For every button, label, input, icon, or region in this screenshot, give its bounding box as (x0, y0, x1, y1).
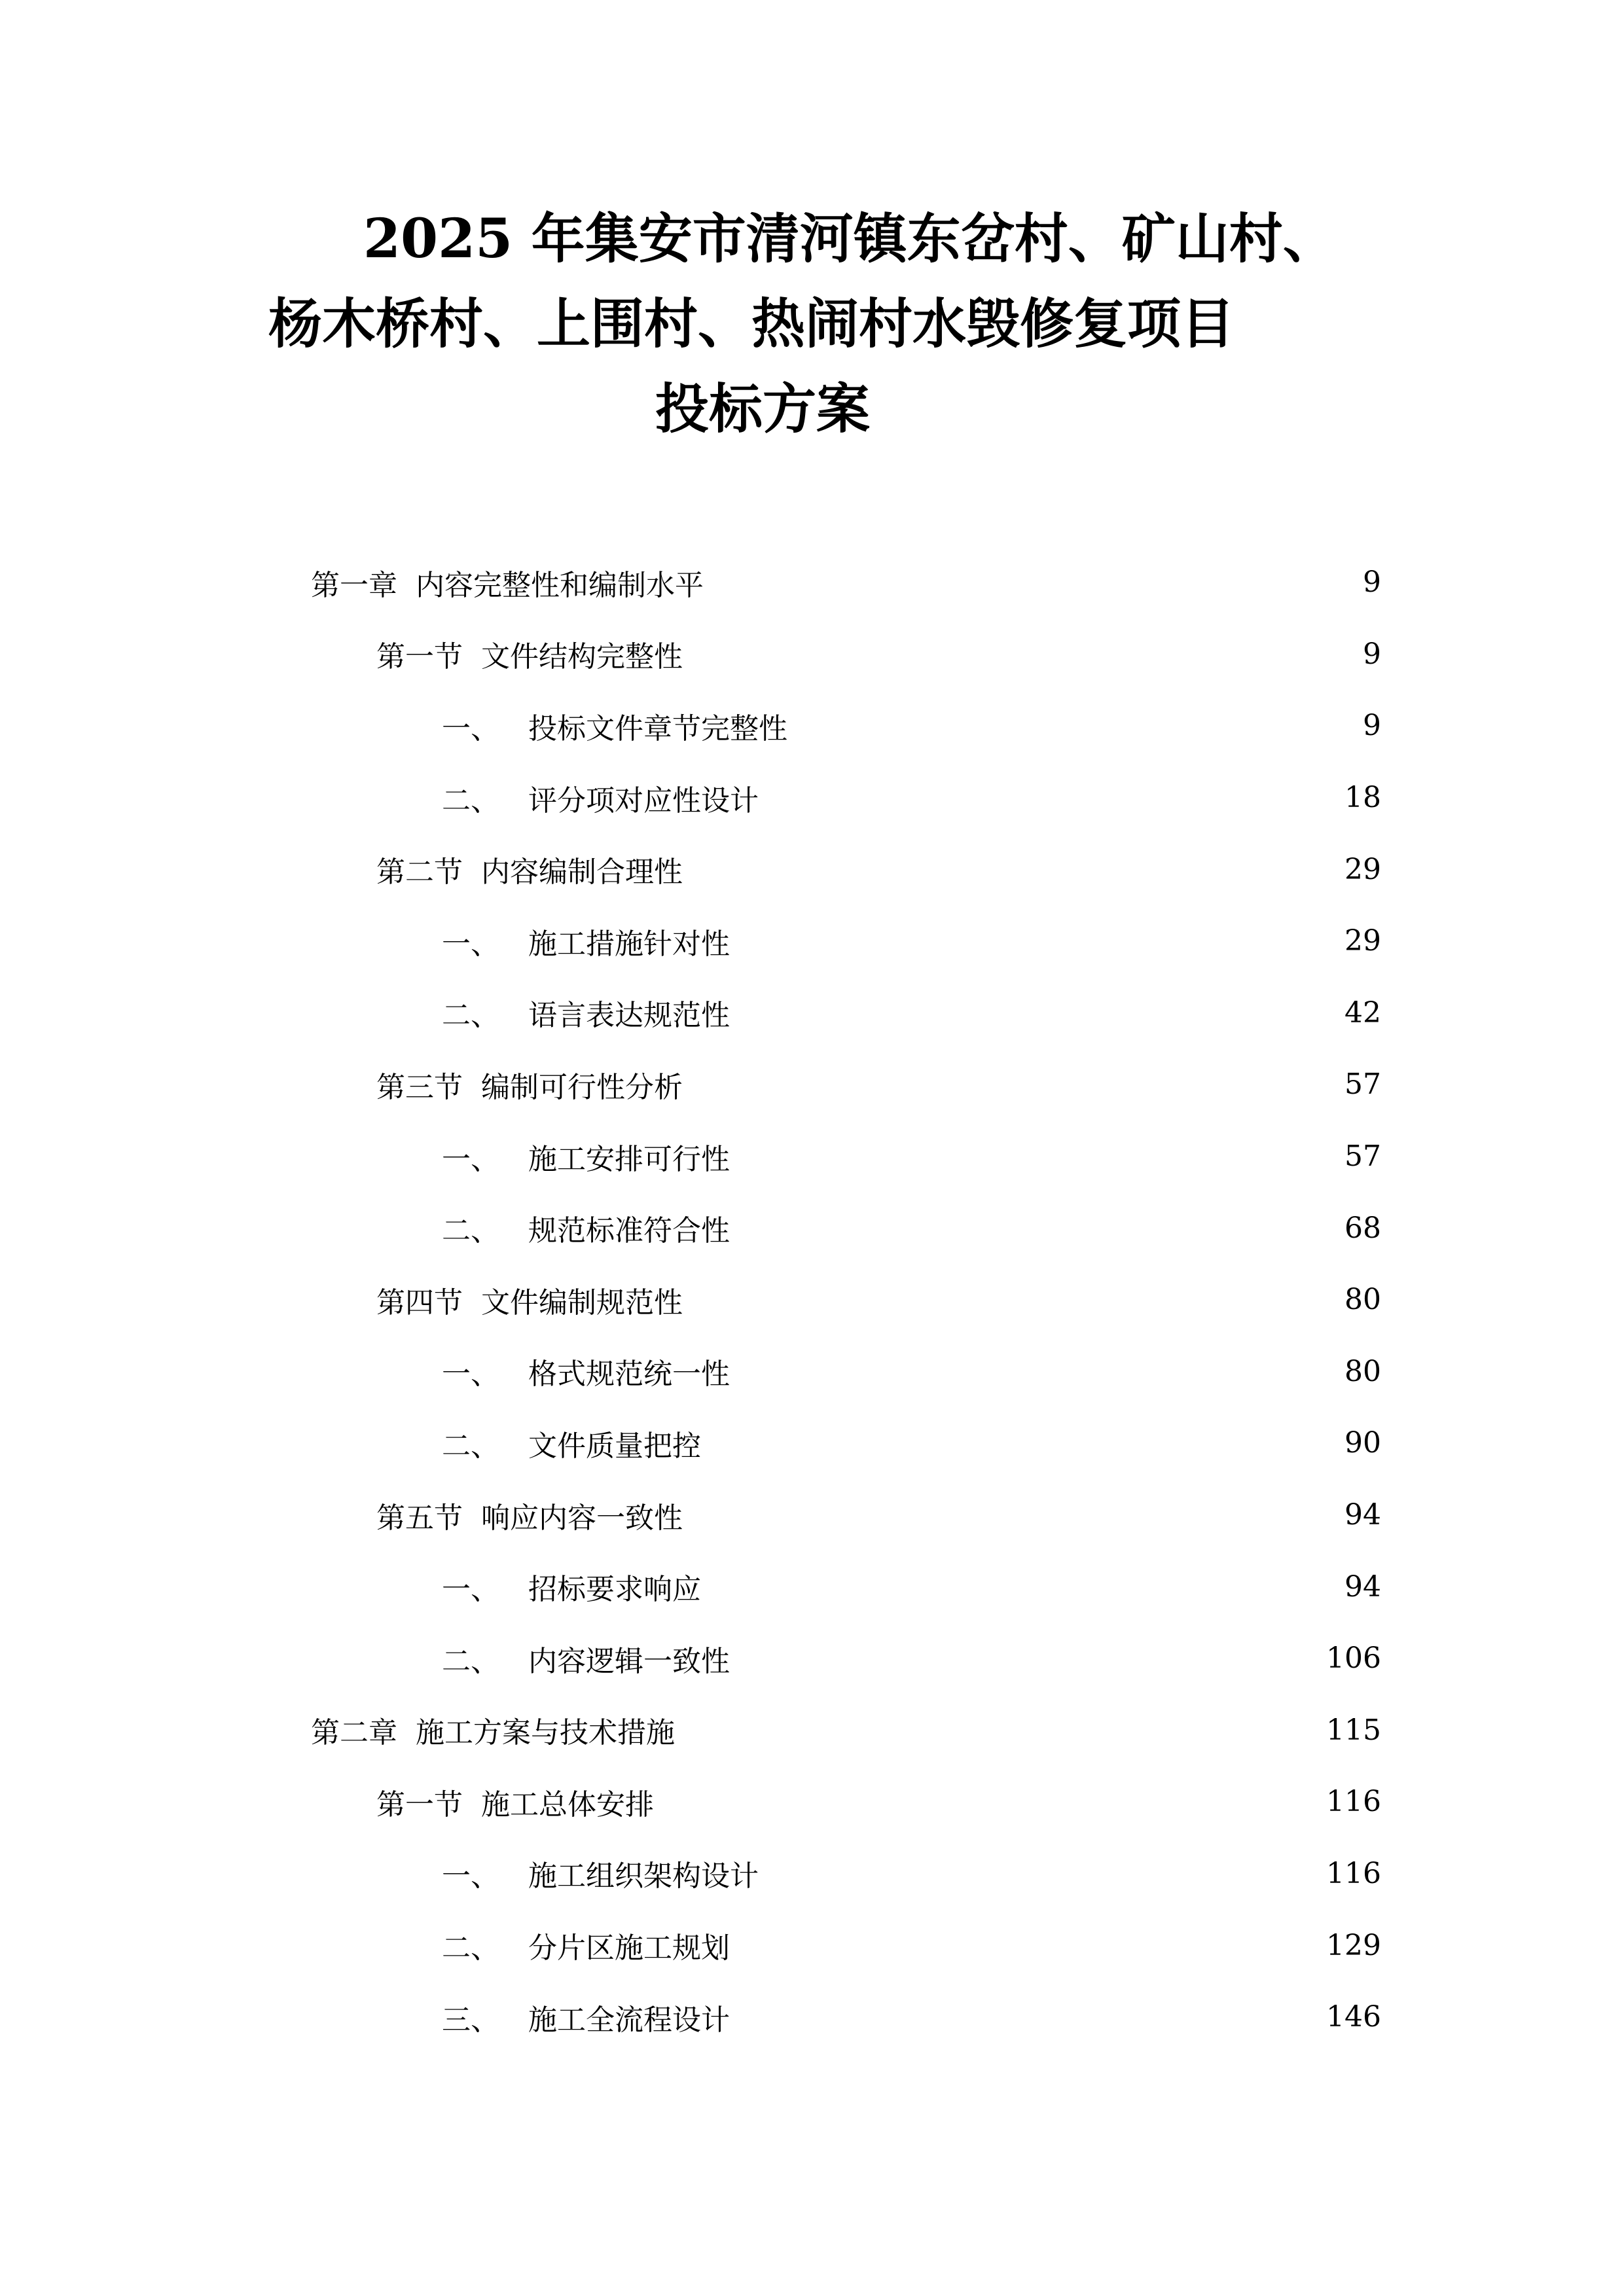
toc-entry-title: 评分项对应性设计 (528, 783, 759, 817)
toc-entry-number: 一、 (442, 1573, 499, 1607)
toc-entry-title: 文件编制规范性 (481, 1285, 683, 1319)
table-of-contents (311, 547, 1381, 2053)
toc-dot-leader (736, 1644, 1317, 1673)
toc-dot-leader (736, 1213, 1335, 1242)
toc-entry-number: 第一节 (376, 1787, 463, 1821)
toc-entry[interactable] (311, 1838, 1381, 1910)
toc-entry-number: 三、 (442, 2003, 499, 2037)
toc-entry[interactable] (311, 1981, 1381, 2053)
toc-entry-number: 二、 (442, 783, 499, 817)
toc-entry-number: 二、 (442, 1644, 499, 1678)
toc-entry[interactable] (311, 547, 1381, 619)
title-line-1: 2025 年集安市清河镇东岔村、矿山村、 (363, 207, 1337, 270)
toc-entry-page-number: 42 (1344, 996, 1381, 1030)
toc-entry[interactable] (311, 1909, 1381, 1981)
toc-dot-leader (794, 711, 1354, 740)
toc-dot-leader (736, 927, 1335, 956)
toc-entry[interactable] (311, 690, 1381, 762)
toc-entry-page-number: 18 (1344, 781, 1381, 815)
toc-entry-number: 二、 (442, 1214, 499, 1248)
toc-entry[interactable] (311, 1479, 1381, 1551)
toc-dot-leader (710, 568, 1354, 597)
toc-entry-title: 施工总体安排 (481, 1787, 654, 1821)
toc-entry-page-number: 9 (1363, 709, 1381, 743)
toc-entry-page-number: 29 (1344, 852, 1381, 886)
toc-entry[interactable] (311, 762, 1381, 834)
toc-entry[interactable] (311, 619, 1381, 691)
toc-entry-page-number: 57 (1344, 1067, 1381, 1102)
toc-entry-number: 第一节 (376, 640, 463, 674)
toc-entry-title: 施工全流程设计 (528, 2003, 730, 2037)
toc-entry-title: 施工组织架构设计 (528, 1859, 759, 1893)
toc-entry-number: 一、 (442, 1357, 499, 1391)
toc-entry-title: 投标文件章节完整性 (528, 711, 787, 745)
toc-entry-page-number: 9 (1363, 565, 1381, 600)
toc-entry[interactable] (311, 1695, 1381, 1767)
toc-entry-page-number: 129 (1326, 1928, 1381, 1962)
toc-dot-leader (708, 1572, 1335, 1601)
toc-entry-page-number: 116 (1326, 1785, 1381, 1819)
toc-entry[interactable] (311, 1192, 1381, 1264)
toc-entry-title: 规范标准符合性 (528, 1214, 730, 1248)
toc-entry-number: 第五节 (376, 1501, 463, 1535)
toc-entry-number: 第四节 (376, 1285, 463, 1319)
toc-entry-number: 二、 (442, 1931, 499, 1965)
toc-entry-page-number: 94 (1344, 1570, 1381, 1604)
toc-dot-leader (660, 1787, 1317, 1816)
toc-entry[interactable] (311, 1623, 1381, 1695)
toc-entry[interactable] (311, 1121, 1381, 1193)
toc-entry-page-number: 115 (1326, 1713, 1381, 1747)
toc-entry-number: 一、 (442, 1859, 499, 1893)
toc-entry-page-number: 80 (1344, 1354, 1381, 1388)
toc-entry-page-number: 94 (1344, 1498, 1381, 1532)
toc-entry-number: 二、 (442, 1429, 499, 1463)
toc-dot-leader (736, 1931, 1317, 1960)
toc-entry-number: 第三节 (376, 1070, 463, 1104)
toc-entry[interactable] (311, 977, 1381, 1049)
toc-dot-leader (689, 1501, 1335, 1530)
toc-dot-leader (736, 2003, 1317, 2032)
toc-entry-title: 内容编制合理性 (481, 855, 683, 889)
toc-entry-title: 格式规范统一性 (528, 1357, 730, 1391)
toc-entry-title: 内容完整性和编制水平 (416, 568, 704, 602)
toc-entry-page-number: 90 (1344, 1426, 1381, 1460)
toc-entry-title: 招标要求响应 (528, 1573, 701, 1607)
toc-entry-page-number: 29 (1344, 924, 1381, 958)
toc-entry-number: 第二节 (376, 855, 463, 889)
toc-entry[interactable] (311, 1336, 1381, 1408)
toc-entry[interactable] (311, 1049, 1381, 1121)
toc-dot-leader (736, 1142, 1335, 1171)
toc-entry-page-number: 68 (1344, 1211, 1381, 1245)
toc-entry[interactable] (311, 1264, 1381, 1336)
toc-dot-leader (708, 1429, 1335, 1458)
toc-entry-title: 内容逻辑一致性 (528, 1644, 730, 1678)
toc-entry-number: 一、 (442, 1142, 499, 1176)
toc-entry-title: 文件结构完整性 (481, 640, 683, 674)
toc-entry[interactable] (311, 1551, 1381, 1623)
toc-entry-page-number: 80 (1344, 1283, 1381, 1317)
toc-entry[interactable] (311, 1766, 1381, 1838)
title-line-3: 投标方案 (655, 378, 870, 440)
toc-entry-title: 文件质量把控 (528, 1429, 701, 1463)
toc-entry-page-number: 146 (1326, 2000, 1381, 2034)
toc-dot-leader (765, 1859, 1317, 1888)
toc-entry[interactable] (311, 905, 1381, 977)
toc-entry[interactable] (311, 1407, 1381, 1479)
toc-dot-leader (736, 1357, 1335, 1386)
toc-entry-title: 语言表达规范性 (528, 999, 730, 1033)
toc-dot-leader (736, 998, 1335, 1027)
toc-entry-title: 施工方案与技术措施 (416, 1716, 675, 1750)
toc-entry-number: 一、 (442, 711, 499, 745)
toc-entry-number: 第一章 (311, 568, 397, 602)
toc-entry-page-number: 9 (1363, 637, 1381, 671)
toc-entry-number: 第二章 (311, 1716, 397, 1750)
toc-dot-leader (689, 1070, 1335, 1099)
toc-entry-title: 编制可行性分析 (481, 1070, 683, 1104)
toc-dot-leader (689, 1285, 1335, 1314)
title-line-2: 杨木桥村、上围村、热闹村水毁修复项目 (268, 293, 1235, 355)
toc-entry-title: 分片区施工规划 (528, 1931, 730, 1965)
toc-entry-page-number: 116 (1326, 1856, 1381, 1890)
toc-entry-title: 响应内容一致性 (481, 1501, 683, 1535)
toc-entry-number: 二、 (442, 999, 499, 1033)
toc-entry[interactable] (311, 833, 1381, 905)
toc-entry-title: 施工措施针对性 (528, 927, 730, 961)
toc-entry-title: 施工安排可行性 (528, 1142, 730, 1176)
toc-dot-leader (681, 1715, 1317, 1744)
toc-entry-page-number: 106 (1326, 1641, 1381, 1676)
toc-entry-number: 一、 (442, 927, 499, 961)
toc-dot-leader (765, 783, 1335, 812)
toc-dot-leader (689, 639, 1354, 668)
document-title (262, 196, 1375, 452)
toc-entry-page-number: 57 (1344, 1139, 1381, 1174)
toc-dot-leader (689, 855, 1335, 884)
